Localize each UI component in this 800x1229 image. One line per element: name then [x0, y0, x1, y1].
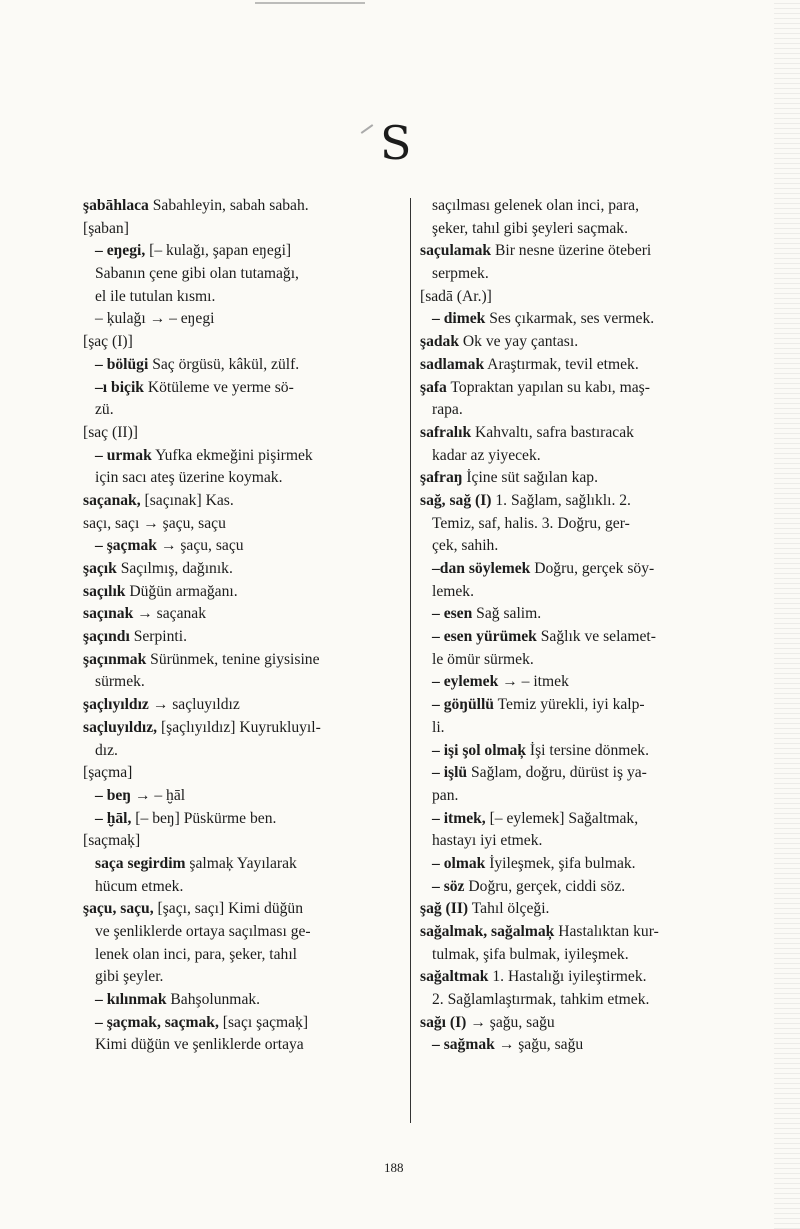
entry-line — [83, 445, 401, 468]
entry-line — [83, 740, 401, 763]
headword: – işi şol olmaķ — [432, 741, 527, 759]
definition-text: saçı, saçı → şaçu, saçu — [83, 514, 226, 532]
entry-line — [83, 921, 401, 944]
definition-text: Sağlık ve selamet- — [536, 628, 656, 646]
headword: – ḫāl, — [95, 809, 132, 827]
entry-line — [83, 876, 401, 899]
definition-text: [saç (II)] — [83, 423, 138, 441]
entry-line — [420, 331, 770, 354]
entry-line — [83, 944, 401, 967]
definition-text: Temiz yürekli, iyi kalp- — [493, 696, 645, 714]
definition-text: [saçmaķ] — [83, 832, 141, 850]
entry-line — [420, 490, 770, 513]
section-letter-heading: S — [380, 116, 412, 170]
entry-line — [420, 694, 770, 717]
entry-line — [83, 308, 401, 331]
definition-text: → şağu, sağu — [466, 1013, 555, 1031]
definition-text: → şağu, sağu — [494, 1036, 584, 1054]
entry-line — [420, 1012, 770, 1035]
headword: – kılınmak — [95, 991, 167, 1009]
definition-text: pan. — [432, 786, 459, 804]
definition-text: tulmak, şifa bulmak, iyileşmek. — [432, 945, 629, 963]
definition-text: İşi tersine dönmek. — [526, 741, 650, 759]
entry-line — [83, 195, 401, 218]
definition-text: → şaçu, saçu — [156, 537, 244, 555]
headword: – şaçmak, saçmak, — [95, 1013, 219, 1031]
entry-line — [83, 399, 401, 422]
entry-line — [420, 422, 770, 445]
entry-line — [83, 1012, 401, 1035]
definition-text: Doğru, gerçek, ciddi söz. — [464, 877, 626, 895]
entry-line — [420, 876, 770, 899]
entry-line — [83, 671, 401, 694]
definition-text: Düğün armağanı. — [125, 582, 238, 600]
entry-line — [420, 853, 770, 876]
definition-text: [şaban] — [83, 219, 129, 237]
headword: şağ (II) — [420, 900, 469, 918]
definition-text: Sağlam, doğru, dürüst iş ya- — [467, 764, 647, 782]
definition-text: 1. Hastalığı iyileştirmek. — [488, 968, 647, 986]
column-divider — [410, 198, 411, 1123]
entry-line — [83, 581, 401, 604]
definition-text: Yufka ekmeğini pişirmek — [151, 446, 313, 464]
entry-line — [420, 717, 770, 740]
headword: şaçu, saçu, — [83, 900, 154, 918]
definition-text: lemek. — [432, 582, 474, 600]
definition-text: sürmek. — [95, 673, 145, 691]
entry-line — [83, 717, 401, 740]
entry-line — [83, 286, 401, 309]
entry-line — [420, 603, 770, 626]
headword: safralık — [420, 423, 472, 441]
definition-text: hücum etmek. — [95, 877, 184, 895]
headword: –dan söylemek — [432, 560, 531, 577]
headword: şafraŋ — [420, 469, 463, 487]
entry-line — [420, 308, 770, 331]
stray-pencil-mark — [361, 124, 374, 134]
entry-line — [420, 830, 770, 853]
headword: şaçık — [83, 560, 117, 577]
entry-line — [420, 808, 770, 831]
headword: – bölügi — [95, 355, 149, 373]
definition-text: zü. — [95, 401, 114, 419]
definition-text: → – ḫāl — [130, 786, 186, 804]
headword: saçulamak — [420, 242, 492, 260]
entry-line — [420, 649, 770, 672]
entry-line — [83, 694, 401, 717]
definition-text: Topraktan yapılan su kabı, maş- — [446, 378, 650, 396]
entry-line — [420, 558, 770, 581]
entry-line — [420, 785, 770, 808]
definition-text: kadar az yiyecek. — [432, 446, 541, 464]
definition-text: [şaçı, saçı] Kimi düğün — [153, 900, 304, 918]
entry-line — [420, 989, 770, 1012]
headword: – beŋ — [95, 786, 131, 804]
definition-text: Temiz, saf, halis. 3. Doğru, ger- — [432, 514, 630, 532]
definition-text: gibi şeyler. — [95, 968, 164, 986]
headword: –ı biçik — [95, 378, 144, 396]
definition-text: Ok ve yay çantası. — [459, 333, 579, 351]
entry-line — [83, 853, 401, 876]
definition-text: şalmaķ Yayılarak — [185, 854, 297, 872]
headword: – işlü — [432, 764, 468, 782]
definition-text: Tahıl ölçeği. — [468, 900, 550, 918]
entry-line — [420, 740, 770, 763]
entry-line — [83, 1034, 401, 1057]
entry-line — [83, 422, 401, 445]
headword: – itmek, — [432, 809, 486, 827]
entry-line — [83, 467, 401, 490]
headword: şaçlıyıldız — [83, 696, 149, 714]
definition-text: Hastalıktan kur- — [554, 923, 659, 940]
headword: sağ, sağ (I) — [420, 491, 492, 509]
entry-line — [83, 331, 401, 354]
definition-text: li. — [432, 718, 445, 736]
entry-line — [420, 1034, 770, 1057]
definition-text: Kahvaltı, safra bastıracak — [471, 423, 634, 441]
definition-text: Bahşolunmak. — [166, 991, 261, 1009]
entry-line — [83, 626, 401, 649]
entry-line — [83, 218, 401, 241]
entry-line — [420, 240, 770, 263]
headword: – esen yürümek — [432, 628, 537, 646]
definition-text: Kimi düğün ve şenliklerde ortaya — [95, 1036, 304, 1054]
definition-text: Bir nesne üzerine öteberi — [491, 242, 652, 260]
definition-text: Serpinti. — [129, 628, 187, 646]
definition-text: İçine süt sağılan kap. — [462, 469, 598, 487]
headword: – dimek — [432, 310, 486, 328]
entry-line — [420, 513, 770, 536]
entry-line — [420, 399, 770, 422]
page-number: 188 — [384, 1160, 404, 1175]
definition-text: → saçanak — [133, 605, 207, 623]
headword: – eŋegi, — [95, 242, 146, 260]
headword: sağalmak, sağalmaķ — [420, 923, 555, 940]
definition-text: le ömür sürmek. — [432, 650, 534, 668]
definition-text: Araştırmak, tevil etmek. — [484, 355, 639, 373]
headword: – şaçmak — [95, 537, 157, 555]
definition-text: İyileşmek, şifa bulmak. — [485, 854, 636, 872]
entry-line — [83, 263, 401, 286]
left-column — [83, 195, 401, 1057]
definition-text: Ses çıkarmak, ses vermek. — [485, 310, 655, 328]
headword: şaçınmak — [83, 650, 147, 668]
definition-text: [saçı şaçmaķ] — [218, 1013, 309, 1031]
headword: saçanak, — [83, 491, 141, 509]
top-edge-mark — [255, 2, 365, 4]
definition-text: el ile tutulan kısmı. — [95, 287, 216, 305]
entry-line — [83, 240, 401, 263]
entry-line — [83, 490, 401, 513]
entry-line — [420, 535, 770, 558]
headword: sağaltmak — [420, 968, 489, 986]
definition-text: şeker, tahıl gibi şeyleri saçmak. — [432, 219, 628, 237]
entry-line — [420, 195, 770, 218]
entry-line — [420, 581, 770, 604]
definition-text: Saçılmış, dağınık. — [116, 560, 233, 577]
entry-line — [420, 671, 770, 694]
entry-line — [420, 898, 770, 921]
headword: şadak — [420, 333, 460, 351]
definition-text: Sağ salim. — [472, 605, 542, 623]
entry-line — [420, 354, 770, 377]
entry-line — [83, 377, 401, 400]
entry-line — [83, 649, 401, 672]
headword: – urmak — [95, 446, 152, 464]
definition-text: Saç örgüsü, kâkül, zülf. — [148, 355, 300, 373]
headword: saçluyıldız, — [83, 718, 158, 736]
definition-text: Sürünmek, tenine giysisine — [146, 650, 320, 668]
headword: saçılık — [83, 582, 126, 600]
definition-text: ve şenliklerde ortaya saçılması ge- — [95, 923, 311, 940]
page-edge-texture — [774, 0, 800, 1229]
headword: saça segirdim — [95, 854, 186, 872]
entry-line — [420, 377, 770, 400]
entry-line — [83, 785, 401, 808]
definition-text: → saçluyıldız — [148, 696, 240, 714]
entry-line — [83, 558, 401, 581]
definition-text: 2. Sağlamlaştırmak, tahkim etmek. — [432, 991, 650, 1009]
definition-text: [sadā (Ar.)] — [420, 287, 492, 305]
headword: sağı (I) — [420, 1013, 467, 1031]
right-column — [420, 195, 770, 1057]
headword: şabāhlaca — [83, 197, 149, 214]
definition-text: [– beŋ] Püskürme ben. — [131, 809, 277, 827]
entry-line — [420, 263, 770, 286]
definition-text: → – itmek — [498, 673, 569, 691]
definition-text: Sabanın çene gibi olan tutamağı, — [95, 265, 299, 283]
entry-line — [420, 467, 770, 490]
entry-line — [420, 921, 770, 944]
headword: sadlamak — [420, 355, 485, 373]
definition-text: lenek olan inci, para, şeker, tahıl — [95, 945, 298, 963]
headword: – esen — [432, 605, 473, 623]
headword: – olmak — [432, 854, 486, 872]
definition-text: [şaçma] — [83, 764, 133, 782]
entry-line — [83, 898, 401, 921]
definition-text: dız. — [95, 741, 118, 759]
headword: saçınak — [83, 605, 134, 623]
entry-line — [420, 626, 770, 649]
definition-text: Kötüleme ve yerme sö- — [143, 378, 294, 396]
definition-text: hastayı iyi etmek. — [432, 832, 543, 850]
entry-line — [83, 808, 401, 831]
entry-line — [83, 535, 401, 558]
headword: – sağmak — [432, 1036, 495, 1054]
entry-line — [83, 989, 401, 1012]
definition-text: Sabahleyin, sabah sabah. — [148, 197, 309, 214]
definition-text: 1. Sağlam, sağlıklı. 2. — [491, 491, 631, 509]
definition-text: serpmek. — [432, 265, 489, 283]
entry-line — [420, 445, 770, 468]
definition-text: [– kulağı, şapan eŋegi] — [145, 242, 292, 260]
definition-text: [saçınak] Kas. — [140, 491, 234, 509]
entry-line — [83, 513, 401, 536]
entry-line — [83, 762, 401, 785]
headword: – söz — [432, 877, 465, 895]
entry-line — [420, 218, 770, 241]
definition-text: saçılması gelenek olan inci, para, — [432, 197, 639, 214]
definition-text: rapa. — [432, 401, 463, 419]
entry-line — [420, 286, 770, 309]
headword: şaçındı — [83, 628, 130, 646]
definition-text: – ķulağı → – eŋegi — [95, 310, 215, 328]
headword: – göŋüllü — [432, 696, 494, 714]
entry-line — [420, 762, 770, 785]
entry-line — [83, 966, 401, 989]
entry-line — [83, 354, 401, 377]
headword: – eylemek — [432, 673, 499, 691]
definition-text: [– eylemek] Sağaltmak, — [485, 809, 639, 827]
definition-text: [şaç (I)] — [83, 333, 133, 351]
definition-text: [şaçlıyıldız] Kuyrukluyıl- — [157, 718, 321, 736]
entry-line — [420, 966, 770, 989]
headword: şafa — [420, 378, 447, 396]
entry-line — [420, 944, 770, 967]
definition-text: çek, sahih. — [432, 537, 499, 555]
entry-line — [83, 830, 401, 853]
definition-text: Doğru, gerçek söy- — [530, 560, 655, 577]
entry-line — [83, 603, 401, 626]
definition-text: için sacı ateş üzerine koymak. — [95, 469, 283, 487]
